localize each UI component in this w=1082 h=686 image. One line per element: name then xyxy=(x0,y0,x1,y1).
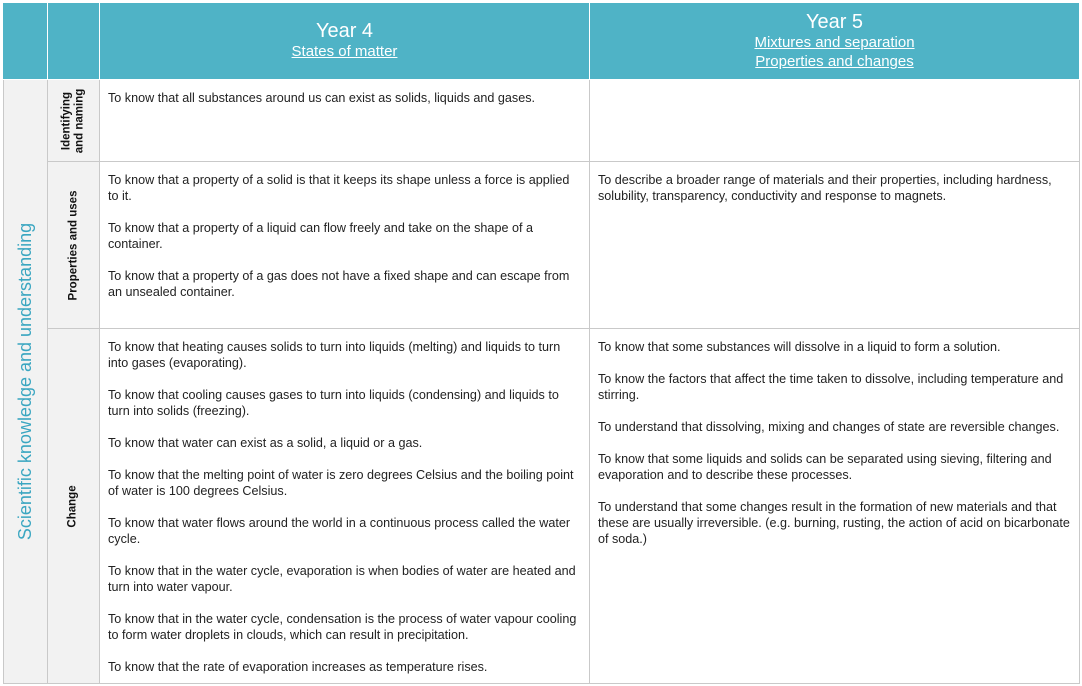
year4-identifying-cell xyxy=(100,80,590,162)
row-label-text: Properties and uses xyxy=(67,190,79,300)
curriculum-table xyxy=(3,3,1080,684)
statement: To know that water flows around the world in a continuous process called the water cycle. xyxy=(108,516,571,546)
row-label-identifying xyxy=(48,80,100,162)
header-corner-1 xyxy=(3,3,48,80)
year5-identifying-cell xyxy=(590,80,1080,162)
statement: To know that some liquids and solids can be separated using sieving, filtering and evaporation and to describe these processes. xyxy=(598,452,1052,482)
row-label-line: and naming xyxy=(73,88,86,153)
row-label-text xyxy=(61,88,87,153)
statement: To know that some substances will dissolve in a liquid to form a solution. xyxy=(598,340,1001,354)
header-corner-2 xyxy=(48,3,100,80)
statement: To know that a property of a solid is that it keeps its shape unless a force is applied to it. xyxy=(108,173,570,203)
statement: To know that all substances around us can exist as solids, liquids and gases. xyxy=(108,91,536,105)
year4-change-cell xyxy=(100,329,590,684)
statement: To know that water can exist as a solid, a liquid or a gas. xyxy=(108,436,423,450)
statement: To know the factors that affect the time taken to dissolve, including temperature and stirring. xyxy=(598,372,1064,402)
row-label-text: Change xyxy=(66,484,79,528)
year5-change-cell xyxy=(590,329,1080,684)
year4-topic-link[interactable]: States of matter xyxy=(291,43,398,60)
side-category-label: Scientific knowledge and understanding xyxy=(15,222,35,541)
year4-properties-cell xyxy=(100,162,590,329)
year4-title: Year 4 xyxy=(315,20,374,42)
statement: To know that a property of a liquid can flow freely and take on the shape of a container. xyxy=(108,221,533,251)
statement: To know that in the water cycle, condensation is the process of water vapour cooling to form water droplets in clouds, which can result in precipitation. xyxy=(108,612,577,642)
row-label-line: Identifying xyxy=(60,91,73,150)
statement: To know that the melting point of water is zero degrees Celsius and the boiling point of water is 100 degrees Celsius. xyxy=(108,468,574,498)
year5-topic-link-2[interactable]: Properties and changes xyxy=(755,53,914,70)
statement: To understand that some changes result in the formation of new materials and that these are usually irreversible. (e.g. burning, rusting, the action of acid on bicarbonate of soda.) xyxy=(598,500,1070,546)
year5-title: Year 5 xyxy=(805,11,864,33)
year5-topic-link-1[interactable]: Mixtures and separation xyxy=(754,34,915,51)
side-category xyxy=(3,80,48,684)
row-label-properties xyxy=(48,162,100,329)
statement: To know that heating causes solids to turn into liquids (melting) and liquids to turn into gases (evaporating). xyxy=(108,340,561,370)
statement: To know that in the water cycle, evaporation is when bodies of water are heated and turn into water vapour. xyxy=(108,564,576,594)
year4-header xyxy=(100,3,590,80)
statement: To know that a property of a gas does not have a fixed shape and can escape from an unsealed container. xyxy=(108,269,570,299)
statement: To understand that dissolving, mixing and changes of state are reversible changes. xyxy=(598,420,1060,434)
statement: To describe a broader range of materials and their properties, including hardness, solubility, transparency, conductivity and response to magnets. xyxy=(598,173,1052,203)
year5-properties-cell xyxy=(590,162,1080,329)
row-label-change xyxy=(48,329,100,684)
statement: To know that cooling causes gases to turn into liquids (condensing) and liquids to turn into solids (freezing). xyxy=(108,388,559,418)
year5-header xyxy=(590,3,1080,80)
statement: To know that the rate of evaporation increases as temperature rises. xyxy=(108,660,488,674)
